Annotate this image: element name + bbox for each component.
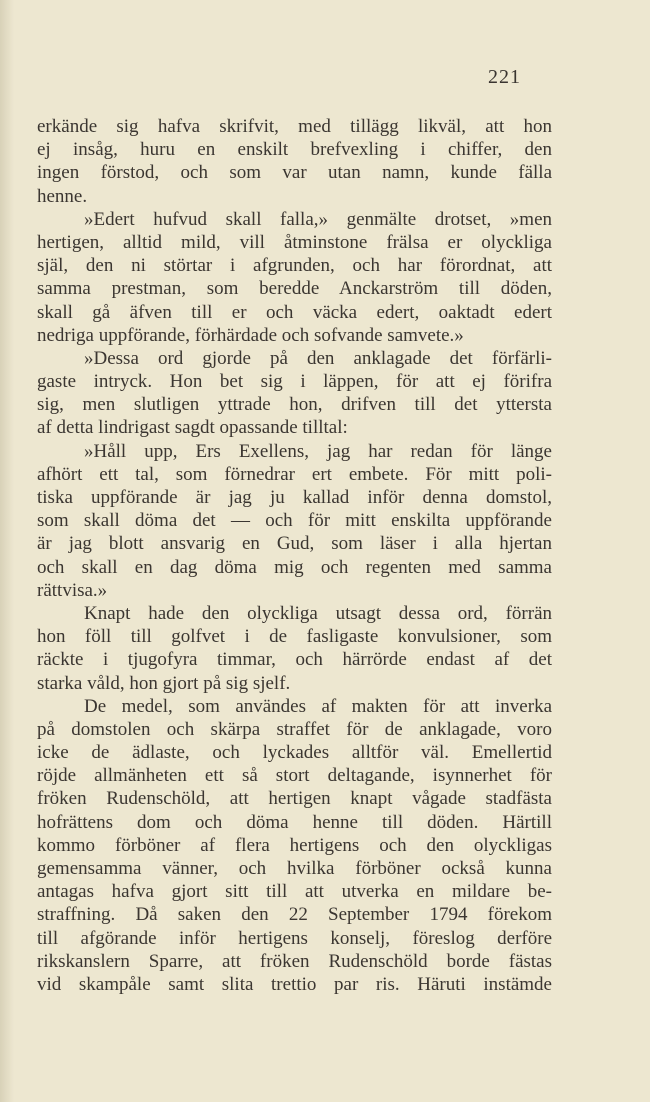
text-line: räckte i tjugofyra timmar, och härrörde endast af det <box>37 649 552 671</box>
paragraph <box>37 347 552 440</box>
text-line: röjde allmänheten ett så stort deltagande, isynnerhet för <box>37 765 552 787</box>
text-line: »Håll upp, Ers Exellens, jag har redan för länge <box>84 440 552 462</box>
text-line: nedriga uppförande, förhärdade och sofvande samvete.» <box>37 324 464 346</box>
text-line: henne. <box>37 185 88 207</box>
text-line: gaste intryck. Hon bet sig i läppen, för att ej förifra <box>37 371 552 393</box>
text-line: samma prestman, som beredde Anckarström till döden, <box>37 278 552 300</box>
paragraph <box>37 440 552 602</box>
body-text <box>37 115 552 996</box>
text-line: kommo förböner af flera hertigens och den olyckligas <box>37 834 552 856</box>
text-line: rikskanslern Sparre, att fröken Rudenschöld borde fästas <box>37 950 552 972</box>
text-line: De medel, som användes af makten för att inverka <box>84 695 552 717</box>
text-line: hertigen, alltid mild, vill åtminstone frälsa er olyckliga <box>37 231 552 253</box>
text-line: sig, men slutligen yttrade hon, drifven till det yttersta <box>37 394 552 416</box>
text-line: och skall en dag döma mig och regenten med samma <box>37 556 552 578</box>
text-line: starka våld, hon gjort på sig sjelf. <box>37 672 291 694</box>
text-line: rättvisa.» <box>37 579 108 601</box>
text-line: vid skampåle samt slita trettio par ris. Häruti instämde <box>37 973 552 995</box>
text-line: skall gå äfven till er och väcka edert, oaktadt edert <box>37 301 552 323</box>
paragraph <box>37 695 552 996</box>
text-line: gemensamma vänner, och hvilka förböner också kunna <box>37 858 552 879</box>
text-line: icke de ädlaste, och lyckades alltför väl. Emellertid <box>37 742 552 764</box>
text-line: »Edert hufvud skall falla,» genmälte drotset, »men <box>84 208 552 230</box>
text-line: fröken Rudenschöld, att hertigen knapt vågade stadfästa <box>37 788 552 810</box>
text-line: själ, den ni störtar i afgrunden, och har förordnat, att <box>37 255 552 277</box>
text-line: till afgörande inför hertigens konselj, föreslog derföre <box>37 927 552 949</box>
text-line: antagas hafva gjort sitt till att utverka en mildare be- <box>37 881 552 903</box>
text-line: af detta lindrigast sagdt opassande tilltal: <box>37 417 348 439</box>
text-line: »Dessa ord gjorde på den anklagade det förfärli- <box>84 347 552 369</box>
paragraph <box>37 115 552 208</box>
text-line: Knapt hade den olyckliga utsagt dessa ord, förrän <box>84 602 552 624</box>
text-line: straffning. Då saken den 22 September 1794 förekom <box>37 904 552 926</box>
paragraph <box>37 208 552 347</box>
text-line: ej insåg, huru en enskilt brefvexling i chiffer, den <box>37 139 552 161</box>
page-number: 221 <box>488 66 521 88</box>
text-line: som skall döma det — och för mitt enskilta uppförande <box>37 510 552 532</box>
text-line: hon föll till golfvet i de fasligaste konvulsioner, som <box>37 626 552 648</box>
text-line: tiska uppförande är jag ju kallad inför denna domstol, <box>37 487 552 508</box>
text-line: på domstolen och skärpa straffet för de anklagade, voro <box>37 718 552 740</box>
text-line: afhört ett tal, som förnedrar ert embete. För mitt poli- <box>37 463 552 485</box>
text-line: ingen förstod, och som var utan namn, kunde fälla <box>37 162 552 184</box>
page-gutter-shadow <box>0 0 14 1102</box>
paragraph <box>37 602 552 695</box>
text-line: erkände sig hafva skrifvit, med tillägg likväl, att hon <box>37 116 552 137</box>
text-line: hofrättens dom och döma henne till döden. Härtill <box>37 811 552 833</box>
text-line: är jag blott ansvarig en Gud, som läser i alla hjertan <box>37 533 552 555</box>
